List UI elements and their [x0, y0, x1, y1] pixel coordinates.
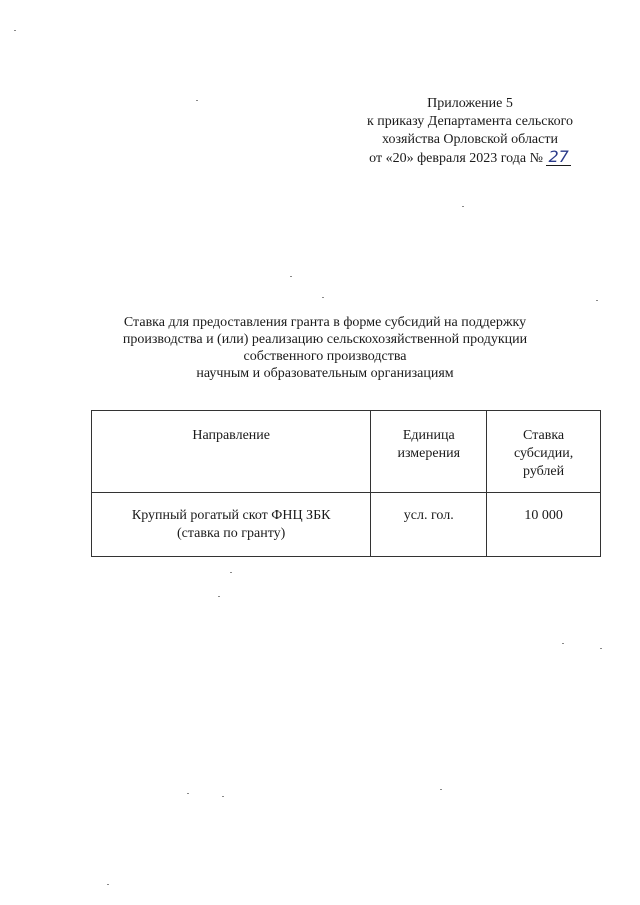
- subsidy-rate-table: [91, 410, 601, 557]
- scan-speck: [196, 100, 198, 101]
- cell-direction-line-2: (ставка по гранту): [177, 526, 286, 541]
- annex-department: хозяйства Орловской области: [382, 132, 558, 147]
- cell-unit: усл. гол.: [371, 493, 487, 557]
- scan-speck: [218, 596, 220, 597]
- scan-speck: [14, 30, 16, 31]
- header-rate-line-2: субсидии,: [513, 446, 574, 461]
- annex-title: Приложение 5: [427, 96, 513, 111]
- header-unit-line-2: измерения: [397, 446, 461, 461]
- document-title: [90, 314, 560, 382]
- table-header-row: [92, 411, 601, 493]
- header-rate-line-1: Ставка: [523, 428, 565, 443]
- scan-speck: [290, 276, 292, 277]
- scan-speck: [107, 884, 109, 885]
- header-unit-line-1: Единица: [402, 428, 455, 443]
- annex-header: [340, 95, 600, 168]
- scan-speck: [596, 300, 598, 301]
- header-rate: [487, 411, 601, 493]
- table-row: [92, 493, 601, 557]
- scan-speck: [562, 643, 564, 644]
- title-line-3: собственного производства: [243, 349, 407, 364]
- scan-speck: [600, 648, 602, 649]
- scan-speck: [230, 572, 232, 573]
- header-direction-label: Направление: [192, 428, 270, 443]
- annex-date: от «20» февраля 2023 года №: [369, 151, 543, 166]
- header-direction: [92, 411, 371, 493]
- scan-speck: [222, 796, 224, 797]
- annex-date-line: [340, 149, 600, 168]
- title-line-4: научным и образовательным организациям: [196, 366, 454, 381]
- handwritten-order-number: 27: [548, 147, 569, 166]
- cell-direction: [92, 493, 371, 557]
- title-line-2: производства и (или) реализацию сельскохозяйственной продукции: [122, 332, 528, 347]
- scan-speck: [440, 789, 442, 790]
- cell-direction-line-1: Крупный рогатый скот ФНЦ ЗБК: [131, 508, 331, 523]
- scan-speck: [462, 206, 464, 207]
- title-line-1: Ставка для предоставления гранта в форме субсидий на поддержку: [123, 315, 527, 330]
- scan-speck: [322, 297, 324, 298]
- header-unit: [371, 411, 487, 493]
- annex-order-reference: к приказу Департамента сельского: [366, 114, 574, 129]
- header-rate-line-3: рублей: [523, 464, 565, 479]
- scan-speck: [187, 793, 189, 794]
- cell-rate: 10 000: [487, 493, 601, 557]
